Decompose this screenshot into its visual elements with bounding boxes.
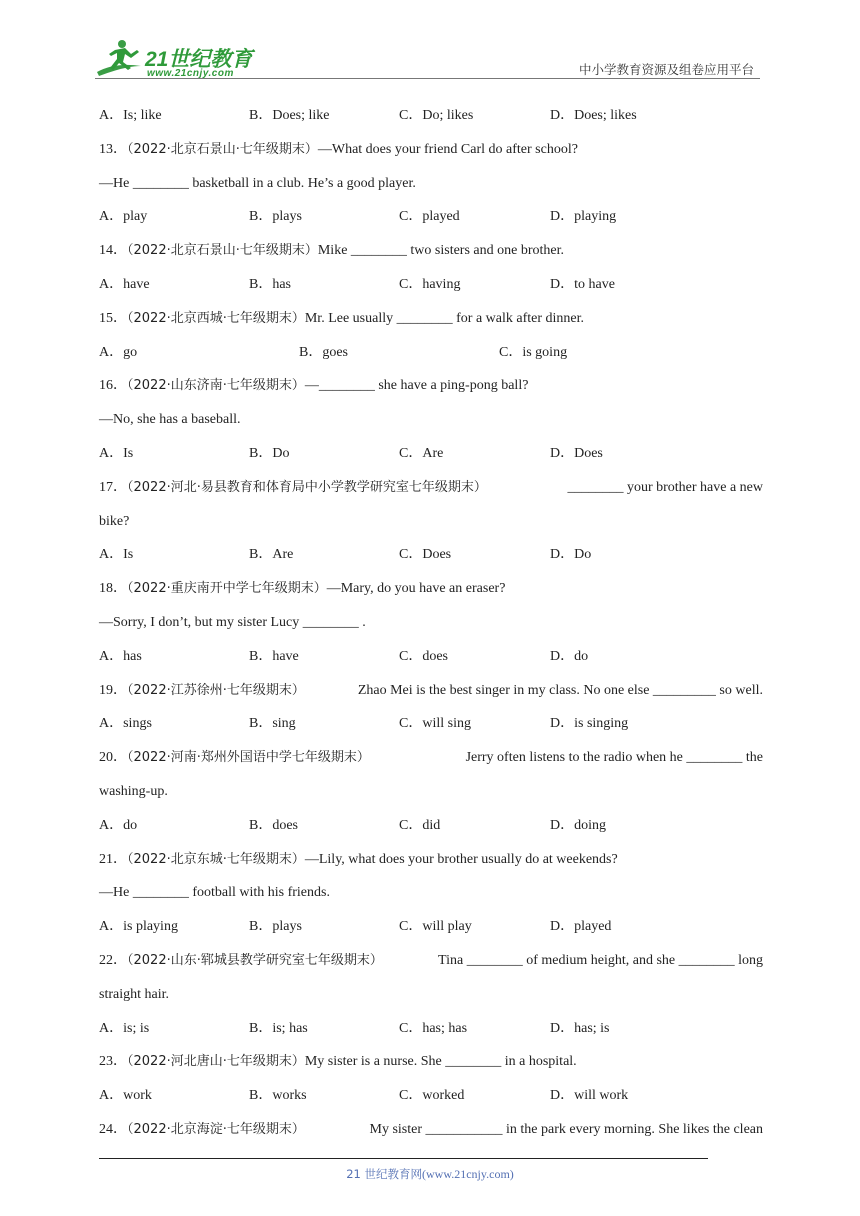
question-number: 15． [99, 310, 127, 326]
answer-options [99, 336, 763, 370]
question-number: 21． [99, 851, 127, 867]
answer-option[interactable]: A．is; is [99, 1020, 150, 1036]
answer-option[interactable]: B．Do [249, 445, 290, 461]
question-stem [99, 234, 763, 268]
answer-option[interactable]: D．will work [550, 1088, 629, 1104]
header-divider [95, 78, 760, 79]
question-text-line [99, 167, 763, 201]
answer-options [99, 1012, 763, 1046]
answer-option[interactable]: A．have [99, 276, 150, 292]
answer-option[interactable]: D．has; is [550, 1020, 610, 1036]
question-head [99, 674, 305, 708]
page-footer [0, 1166, 860, 1182]
answer-option[interactable]: A．Is; like [99, 108, 162, 123]
logo-text: 21世纪教育 [145, 48, 253, 71]
answer-option[interactable]: A．go [99, 344, 138, 360]
answer-option[interactable]: B．sing [249, 716, 296, 732]
answer-options [99, 538, 763, 572]
question-stem [99, 1113, 763, 1147]
answer-option[interactable]: D．is singing [550, 716, 629, 732]
answer-options [99, 1079, 763, 1113]
answer-options [99, 809, 763, 843]
question-text: —No, she has a baseball. [99, 412, 241, 428]
answer-option[interactable]: A．Is [99, 547, 134, 563]
question-text: —He ________ basketball in a club. He’s a good player. [99, 175, 416, 191]
question-source: （2022·河北·易县教育和体育局中小学教学研究室七年级期末） [127, 479, 487, 495]
answer-option[interactable]: B．plays [249, 919, 302, 935]
question-stem [99, 369, 763, 403]
question-text: —________ she have a ping-pong ball? [304, 378, 529, 394]
answer-option[interactable]: C．Does [399, 547, 452, 563]
platform-title: 中小学教育资源及组卷应用平台 [578, 62, 754, 77]
question-source: （2022·河北唐山·七年级期末） [127, 1054, 305, 1070]
question-stem [99, 741, 763, 775]
answer-option[interactable]: C．is going [499, 344, 568, 360]
question-text: —Sorry, I don’t, but my sister Lucy ________ . [99, 614, 366, 630]
logo-url: www.21cnjy.com [147, 68, 234, 79]
question-source: （2022·北京石景山·七年级期末） [127, 141, 318, 157]
question-text-line [99, 606, 763, 640]
question-text: bike? [99, 513, 130, 529]
question-text: —Lily, what does your brother usually do at weekends? [304, 851, 618, 867]
question-text: —What does your friend Carl do after school? [317, 141, 578, 157]
question-number: 18． [99, 581, 127, 597]
question-head [99, 581, 505, 596]
question-number: 14． [99, 243, 127, 259]
answer-option[interactable]: C．did [399, 817, 441, 833]
question-source: （2022·北京石景山·七年级期末） [127, 243, 318, 259]
answer-option[interactable]: C．will play [399, 919, 472, 935]
answer-option[interactable]: B．goes [299, 344, 348, 360]
answer-options [99, 200, 763, 234]
answer-option[interactable]: C．will sing [399, 716, 471, 732]
question-head [99, 852, 618, 867]
question-text: My sister ___________ in the park every morning. She likes the clean [369, 1121, 763, 1137]
question-text: My sister is a nurse. She ________ in a hospital. [304, 1054, 577, 1070]
answer-options [99, 910, 763, 944]
question-text: washing-up. [99, 783, 168, 799]
question-source: （2022·北京西城·七年级期末） [127, 310, 305, 326]
answer-options [99, 99, 763, 133]
question-text: —He ________ football with his friends. [99, 885, 330, 901]
site-logo[interactable] [95, 36, 265, 80]
question-stem [99, 572, 763, 606]
answer-option[interactable]: A．sings [99, 716, 152, 732]
question-source: （2022·河南·郑州外国语中学七年级期末） [127, 750, 370, 766]
question-head [99, 741, 370, 775]
answer-option[interactable]: C．Do; likes [399, 108, 474, 123]
question-source: （2022·北京东城·七年级期末） [127, 851, 305, 867]
answer-option[interactable]: C．having [399, 276, 461, 292]
answer-option[interactable]: B．does [249, 817, 298, 833]
answer-options [99, 707, 763, 741]
question-list [99, 99, 763, 1147]
answer-option[interactable]: D．playing [550, 209, 617, 225]
question-head [99, 1054, 577, 1069]
question-source: （2022·山东济南·七年级期末） [127, 378, 305, 394]
question-text: Mr. Lee usually ________ for a walk after dinner. [304, 310, 585, 326]
question-text: Zhao Mei is the best singer in my class. No one else _________ so well. [357, 682, 763, 698]
question-stem [99, 1045, 763, 1079]
question-head [99, 471, 487, 505]
question-source: （2022·山东·郓城县教学研究室七年级期末） [127, 952, 383, 968]
answer-option[interactable]: C．has; has [399, 1020, 468, 1036]
answer-option[interactable]: B．Does; like [249, 108, 330, 123]
question-text: Mike ________ two sisters and one brother. [317, 243, 564, 259]
question-number: 24． [99, 1121, 127, 1137]
footer-site-name: 21 世纪教育网 [346, 1167, 423, 1181]
question-number: 23． [99, 1054, 127, 1070]
answer-option[interactable]: A．play [99, 209, 148, 225]
answer-options [99, 640, 763, 674]
question-text: —Mary, do you have an eraser? [326, 581, 506, 597]
question-source: （2022·江苏徐州·七年级期末） [127, 682, 305, 698]
answer-option[interactable]: D．Do [550, 547, 592, 563]
question-head [99, 311, 584, 326]
question-stem [99, 674, 763, 708]
question-number: 19． [99, 682, 127, 698]
answer-option[interactable]: B．plays [249, 209, 302, 225]
question-source: （2022·重庆南开中学七年级期末） [127, 581, 327, 597]
answer-option[interactable]: B．Are [249, 547, 294, 563]
question-head [99, 944, 383, 978]
question-stem [99, 133, 763, 167]
answer-options [99, 437, 763, 471]
answer-option[interactable]: A．Is [99, 445, 134, 461]
question-text-line [99, 505, 763, 539]
question-number: 16． [99, 378, 127, 394]
question-text: Jerry often listens to the radio when he ________ the [465, 750, 763, 766]
answer-option[interactable]: D．to have [550, 276, 615, 292]
question-head [99, 378, 528, 393]
answer-option[interactable]: D．doing [550, 817, 606, 833]
question-stem [99, 471, 763, 505]
question-stem [99, 944, 763, 978]
question-text-line [99, 775, 763, 809]
answer-option[interactable]: C．Are [399, 445, 444, 461]
answer-options [99, 268, 763, 302]
answer-option[interactable]: A．is playing [99, 919, 178, 935]
question-text-line [99, 978, 763, 1012]
answer-option[interactable]: A．has [99, 648, 142, 664]
answer-option[interactable]: B．have [249, 648, 299, 664]
footer-divider [99, 1158, 708, 1159]
question-stem [99, 302, 763, 336]
answer-option[interactable]: D．played [550, 919, 612, 935]
question-number: 13． [99, 141, 127, 157]
answer-option[interactable]: B．works [249, 1088, 307, 1104]
question-number: 17． [99, 479, 127, 495]
question-head [99, 142, 578, 157]
question-text-line [99, 876, 763, 910]
question-source: （2022·北京海淀·七年级期末） [127, 1121, 305, 1137]
answer-option[interactable]: C．worked [399, 1088, 465, 1104]
answer-option[interactable]: A．work [99, 1088, 152, 1104]
question-number: 22． [99, 952, 127, 968]
question-text-line [99, 403, 763, 437]
question-head [99, 1113, 305, 1147]
question-text: Tina ________ of medium height, and she ________ long [438, 952, 763, 968]
question-stem [99, 843, 763, 877]
answer-option[interactable]: B．has [249, 276, 291, 292]
answer-option[interactable]: C．does [399, 648, 448, 664]
footer-url[interactable]: (www.21cnjy.com) [422, 1167, 514, 1181]
page-header [95, 30, 760, 80]
answer-option[interactable]: D．Does; likes [550, 108, 637, 123]
answer-option[interactable]: B．is; has [249, 1020, 308, 1036]
answer-option[interactable]: C．played [399, 209, 460, 225]
question-head [99, 243, 564, 258]
question-text: straight hair. [99, 986, 169, 1002]
answer-option[interactable]: D．Does [550, 445, 603, 461]
answer-option[interactable]: D．do [550, 648, 589, 664]
answer-option[interactable]: A．do [99, 817, 138, 833]
question-text: ________ your brother have a new [567, 479, 763, 495]
question-number: 20． [99, 750, 127, 766]
